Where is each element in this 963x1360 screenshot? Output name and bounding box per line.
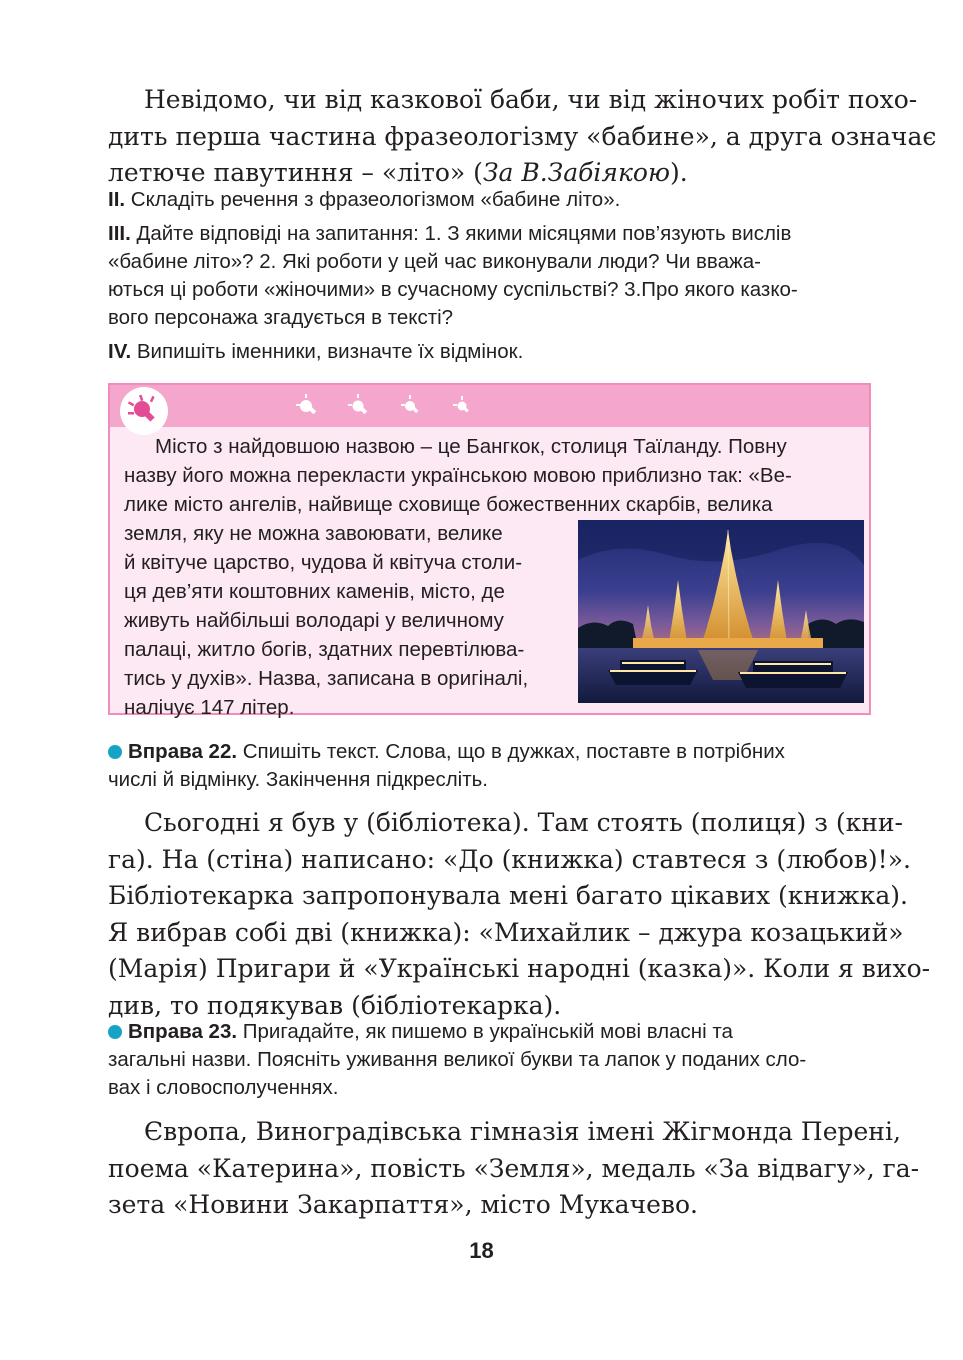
exercise-title: Вправа 22.	[128, 740, 238, 763]
task-line	[108, 220, 873, 248]
exercise-text-line: поема «Катерина», повість «Земля», медаль «За відвагу», га-	[108, 1153, 920, 1183]
exercise-22-text	[108, 805, 931, 1024]
task-text: Складіть речення з фразеологізмом «бабине літо».	[125, 188, 621, 211]
bangkok-temple-photo	[578, 520, 864, 703]
exercise-22-instruction	[108, 738, 873, 794]
exercise-line	[108, 1018, 873, 1046]
task-number: II.	[108, 188, 126, 211]
exercise-23-text	[108, 1114, 920, 1224]
task-text: Дайте відповіді на запитання: 1. З якими місяцями пов’язують вислів	[130, 222, 792, 245]
task-number: III.	[108, 222, 131, 245]
fact-box	[108, 383, 871, 719]
task-iii	[108, 220, 873, 332]
exercise-title: Вправа 23.	[128, 1020, 238, 1043]
exercise-text-line: див, то подякував (бібліотекарка).	[108, 990, 562, 1020]
task-ii	[108, 186, 873, 214]
exercise-text-line: Бібліотекарка запропонувала мені багато цікавих (книжка).	[108, 881, 908, 910]
intro-text: ).	[669, 158, 688, 187]
task-line: ються ці роботи «жіночими» в сучасному суспільстві? 3.Про якого казко-	[108, 278, 798, 301]
exercise-text-line: Я вибрав собі дві (книжка): «Михайлик – джура козацький»	[108, 917, 904, 947]
intro-paragraph	[108, 82, 937, 192]
intro-text: летюче павутиння – «літо» (	[108, 158, 483, 187]
fact-line: назву його можна перекласти українською мовою приблизно так: «Ве-	[124, 464, 792, 487]
fact-box-header	[110, 385, 869, 427]
fact-line: лике місто ангелів, найвище сховище божественних скарбів, велика	[124, 493, 773, 516]
bullet-dot-icon	[108, 1025, 122, 1039]
bullet-dot-icon	[108, 745, 122, 759]
page-number: 18	[469, 1238, 494, 1263]
exercise-text-line: Сьогодні я був у (бібліотека). Там стоять (полиця) з (кни-	[144, 808, 903, 837]
exercise-text-line: га). На (стіна) написано: «До (книжка) ставтеся з (любов)!».	[108, 844, 911, 874]
exercise-text-line: Європа, Виноградівська гімназія імені Жігмонда Перені,	[144, 1117, 901, 1146]
task-line: «бабине літо»? 2. Які роботи у цей час виконували люди? Чи вважа-	[108, 250, 761, 273]
exercise-line: числі й відмінку. Закінчення підкресліть.	[108, 768, 488, 791]
fact-line: й квітуче царство, чудова й квітуча столи-	[124, 551, 523, 574]
lightbulb-badge	[120, 387, 168, 435]
source-attribution: За В.Забіякою	[482, 158, 670, 187]
fact-line: тись у духів». Назва, записана в оригіналі,	[124, 667, 529, 690]
fact-line: Місто з найдовшою назвою – це Бангкок, столиця Таїланду. Повну	[155, 435, 787, 458]
intro-line: Невідомо, чи від казкової баби, чи від жіночих робіт похо-	[144, 85, 918, 114]
exercise-23-instruction	[108, 1018, 873, 1102]
exercise-line: загальні назви. Поясніть уживання великої букви та лапок у поданих сло-	[108, 1048, 807, 1071]
fact-line: палаці, житло богів, здатних перевтілюва-	[124, 638, 525, 661]
lightbulb-icon	[401, 395, 419, 413]
task-line: вого персонажа згадується в тексті?	[108, 306, 454, 329]
task-number: IV.	[108, 340, 132, 363]
fact-line: ця дев’яти коштовних каменів, місто, де	[124, 580, 505, 603]
fact-line: земля, яку не можна завоювати, велике	[124, 522, 503, 545]
exercise-text: Спишіть текст. Слова, що в дужках, поставте в потрібних	[237, 740, 785, 763]
lightbulb-icon	[348, 394, 367, 414]
exercise-line: вах і словосполученнях.	[108, 1076, 339, 1099]
task-iv	[108, 338, 873, 366]
lightbulb-icon	[120, 387, 168, 435]
exercise-text-line: (Марія) Пригари й «Українські народні (казка)». Коли я вихо-	[108, 954, 931, 983]
intro-line: дить перша частина фразеологізму «бабине», а друга означає	[108, 121, 937, 151]
lightbulb-icon	[453, 396, 469, 413]
scallop-border	[110, 419, 869, 433]
lightbulb-icon	[296, 394, 316, 414]
fact-line: налічує 147 літер.	[124, 696, 295, 719]
task-text: Випишіть іменники, визначте їх відмінок.	[131, 340, 524, 363]
lightbulb-row	[292, 393, 482, 419]
fact-wrapped-text	[124, 519, 562, 722]
fact-line: живуть найбільші володарі у величному	[124, 609, 504, 632]
exercise-text-line: зета «Новини Закарпаття», місто Мукачево.	[108, 1190, 698, 1219]
exercise-text: Пригадайте, як пишемо в українській мові власні та	[237, 1020, 733, 1043]
exercise-line	[108, 738, 873, 766]
